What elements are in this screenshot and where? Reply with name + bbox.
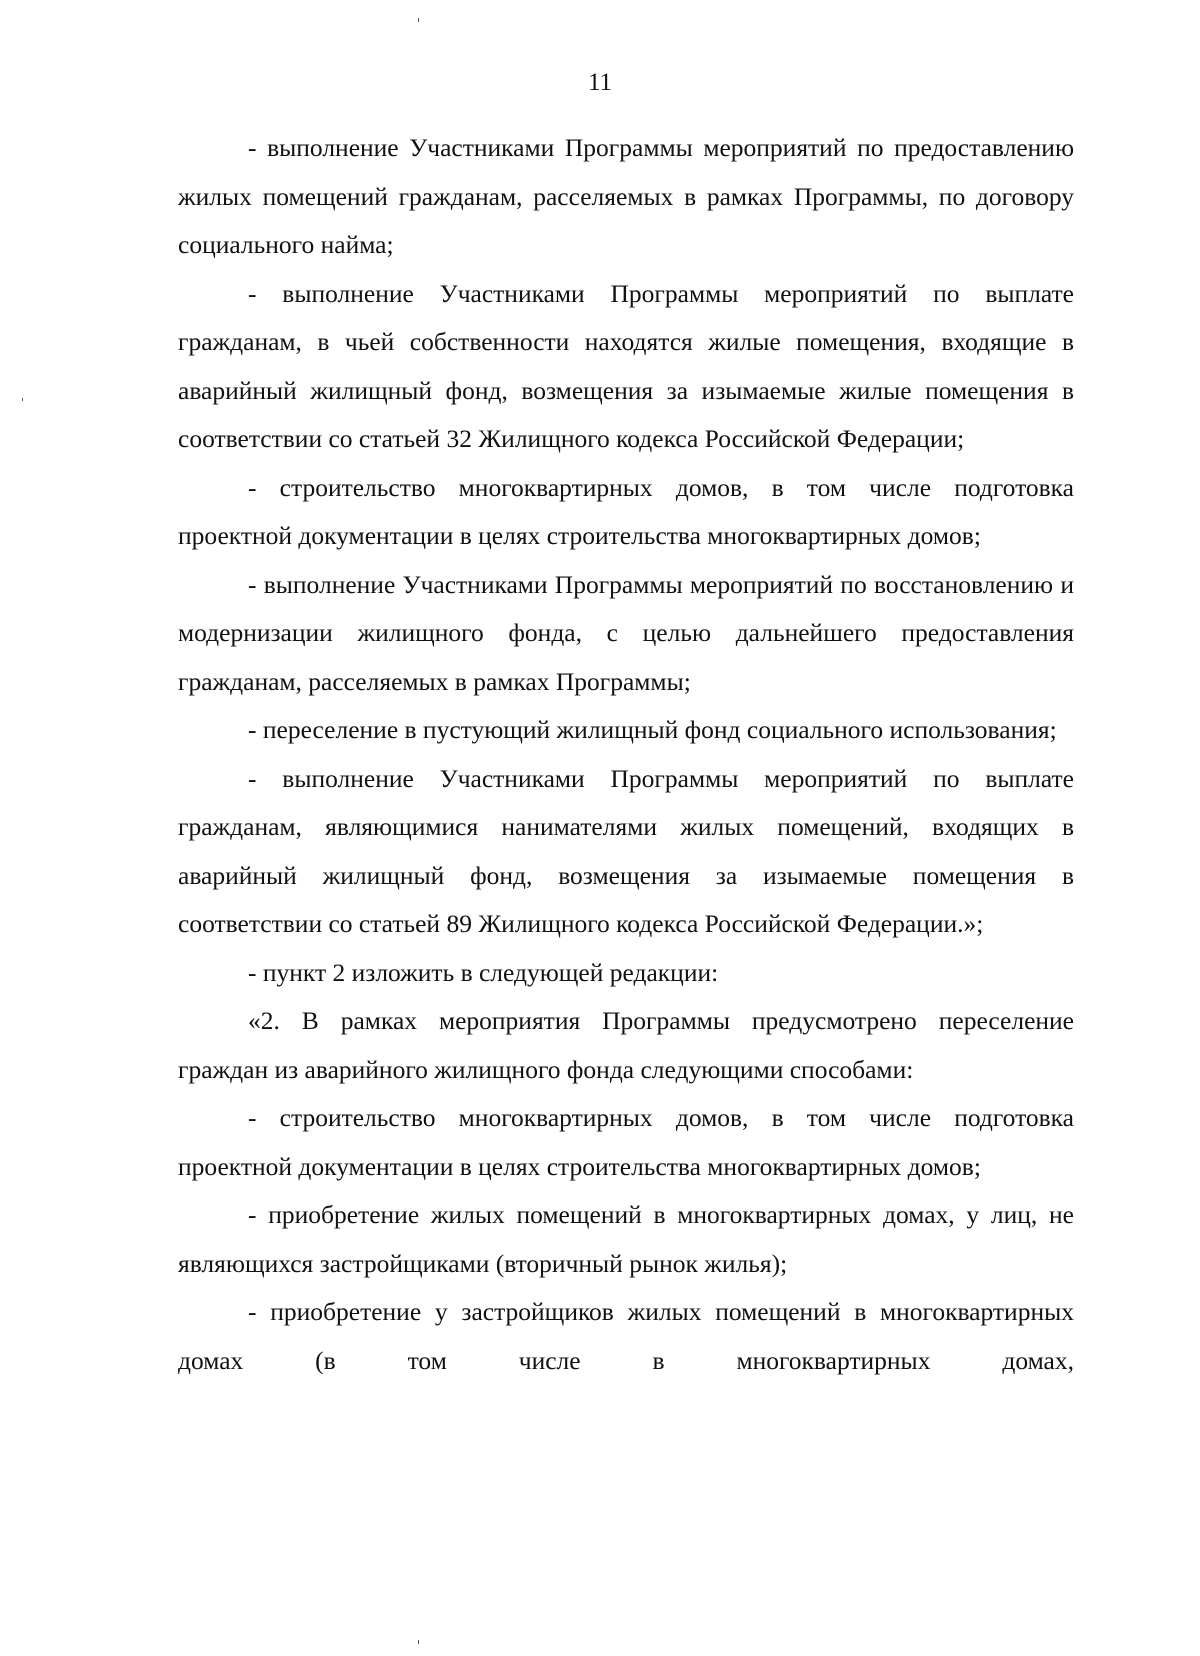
paragraph: - выполнение Участниками Программы мероприятий по восстановлению и модернизации жилищного фонда, с целью дальнейшего предоставления гражданам, расселяемых в рамках Программы; — [178, 569, 1074, 696]
paragraph: - пункт 2 изложить в следующей редакции: — [248, 957, 719, 987]
document-body — [178, 124, 1074, 1385]
paragraph: - приобретение жилых помещений в многоквартирных домах, у лиц, не являющихся застройщиками (вторичный рынок жилья); — [178, 1200, 1074, 1278]
paragraph: - выполнение Участниками Программы мероприятий по выплате гражданам, являющимися нанимателями жилых помещений, входящих в аварийный жилищный фонд, возмещения за изымаемые помещения в соответствии со статьей 89 Жилищного кодекса Российской Федерации.»; — [178, 763, 1074, 938]
paragraph: - строительство многоквартирных домов, в том числе подготовка проектной документации в целях строительства многоквартирных домов; — [178, 1103, 1074, 1181]
paragraph: «2. В рамках мероприятия Программы предусмотрено переселение граждан из аварийного жилищного фонда следующими способами: — [178, 1006, 1074, 1084]
paragraph: - приобретение у застройщиков жилых помещений в многоквартирных домах (в том числе в многоквартирных домах, — [178, 1297, 1074, 1375]
paragraph: - строительство многоквартирных домов, в том числе подготовка проектной документации в целях строительства многоквартирных домов; — [178, 472, 1074, 550]
paragraph: - переселение в пустующий жилищный фонд социального использования; — [248, 715, 1057, 744]
scan-mark — [22, 398, 23, 401]
scan-mark — [418, 18, 419, 22]
page-number: 11 — [587, 69, 613, 96]
paragraph: - выполнение Участниками Программы мероприятий по выплате гражданам, в чьей собственности находятся жилые помещения, входящие в аварийный жилищный фонд, возмещения за изымаемые жилые помещения в соответствии со статьей 32 Жилищного кодекса Российской Федерации; — [178, 278, 1074, 453]
scan-mark — [418, 1640, 419, 1644]
paragraph: - выполнение Участниками Программы мероприятий по предоставлению жилых помещений гражданам, расселяемых в рамках Программы, по договору социального найма; — [178, 133, 1074, 259]
